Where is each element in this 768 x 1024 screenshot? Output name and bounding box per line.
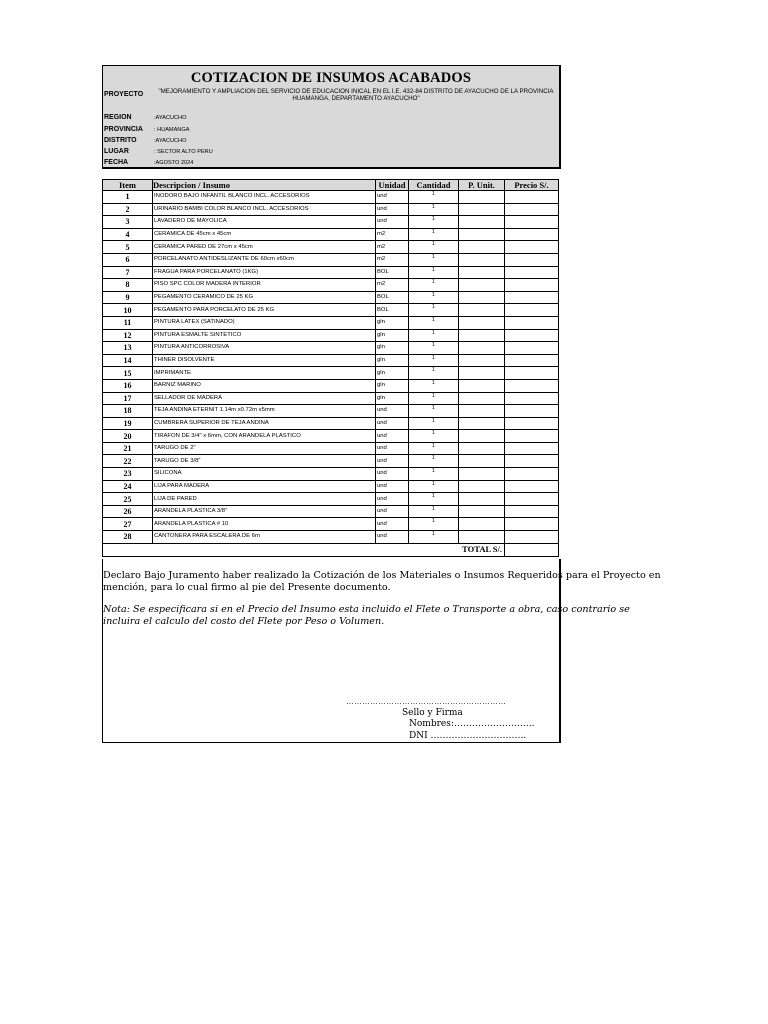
item-unit: gln — [376, 329, 409, 342]
item-quantity: 1 — [409, 480, 459, 493]
table-row — [103, 316, 559, 329]
price-cell[interactable] — [505, 531, 559, 544]
unit-price-cell[interactable] — [459, 291, 505, 304]
item-quantity: 1 — [409, 253, 459, 266]
price-cell[interactable] — [505, 253, 559, 266]
item-unit: und — [376, 531, 409, 544]
item-description: LAVADERO DE MAYOLICA — [153, 216, 376, 229]
unit-price-cell[interactable] — [459, 253, 505, 266]
column-header-descripcion: Descripcion / Insumo — [153, 180, 376, 191]
unit-price-cell[interactable] — [459, 442, 505, 455]
price-cell[interactable] — [505, 367, 559, 380]
item-number: 2 — [103, 203, 153, 216]
table-row — [103, 203, 559, 216]
table-row — [103, 354, 559, 367]
item-description: TEJA ANDINA ETERNIT 1.14m x0.72m x5mm — [153, 405, 376, 418]
item-unit: und — [376, 191, 409, 204]
item-description: CUMBRERA SUPERIOR DE TEJA ANDINA — [153, 417, 376, 430]
unit-price-cell[interactable] — [459, 405, 505, 418]
item-unit: BOL — [376, 266, 409, 279]
item-unit: und — [376, 203, 409, 216]
document-title: COTIZACION DE INSUMOS ACABADOS — [190, 70, 472, 86]
unit-price-cell[interactable] — [459, 493, 505, 506]
price-cell[interactable] — [505, 203, 559, 216]
table-row — [103, 468, 559, 481]
unit-price-cell[interactable] — [459, 455, 505, 468]
unit-price-cell[interactable] — [459, 379, 505, 392]
item-quantity: 1 — [409, 379, 459, 392]
price-cell[interactable] — [505, 518, 559, 531]
item-description: INODORO BAJO INFANTIL BLANCO INCL. ACCESORIOS — [153, 191, 376, 204]
item-quantity: 1 — [409, 291, 459, 304]
insumos-table — [102, 179, 559, 557]
item-quantity: 1 — [409, 392, 459, 405]
item-number: 19 — [103, 417, 153, 430]
item-description: ARANDELA PLASTICA 3/8" — [153, 505, 376, 518]
item-description: PORCELANATO ANTIDESLIZANTE DE 60cm x60cm — [153, 253, 376, 266]
item-number: 5 — [103, 241, 153, 254]
unit-price-cell[interactable] — [459, 417, 505, 430]
item-number: 20 — [103, 430, 153, 443]
price-cell[interactable] — [505, 191, 559, 204]
signature-label: Sello y Firma — [402, 708, 463, 718]
column-header-item: Item — [103, 180, 153, 191]
item-description: PINTURA LATEX (SATINADO) — [153, 316, 376, 329]
unit-price-cell[interactable] — [459, 279, 505, 292]
table-row — [103, 430, 559, 443]
item-unit: und — [376, 480, 409, 493]
item-number: 17 — [103, 392, 153, 405]
unit-price-cell[interactable] — [459, 266, 505, 279]
table-row — [103, 304, 559, 317]
item-quantity: 1 — [409, 505, 459, 518]
item-description: TARUGO DE 3/8" — [153, 455, 376, 468]
item-description: SELLADOR DE MADERA — [153, 392, 376, 405]
price-cell[interactable] — [505, 417, 559, 430]
unit-price-cell[interactable] — [459, 468, 505, 481]
price-cell[interactable] — [505, 480, 559, 493]
item-quantity: 1 — [409, 417, 459, 430]
table-row — [103, 279, 559, 292]
price-cell[interactable] — [505, 241, 559, 254]
region-value: :AYACUCHO — [154, 115, 187, 121]
item-number: 14 — [103, 354, 153, 367]
item-unit: und — [376, 216, 409, 229]
item-description: TARUGO DE 2" — [153, 442, 376, 455]
price-cell[interactable] — [505, 342, 559, 355]
total-value-cell[interactable] — [505, 543, 559, 556]
item-quantity: 1 — [409, 468, 459, 481]
item-unit: und — [376, 505, 409, 518]
region-label: REGION — [104, 114, 132, 121]
item-number: 7 — [103, 266, 153, 279]
unit-price-cell[interactable] — [459, 354, 505, 367]
item-quantity: 1 — [409, 367, 459, 380]
item-unit: gln — [376, 379, 409, 392]
item-unit: m2 — [376, 228, 409, 241]
note-text: Nota: Se especificara si en el Precio del Insumo esta incluido el Flete o Transporte a obra, caso contrario se incluira el calculo del costo del Flete por Peso o Volumen. — [103, 604, 630, 627]
item-unit: und — [376, 430, 409, 443]
item-number: 15 — [103, 367, 153, 380]
item-quantity: 1 — [409, 329, 459, 342]
unit-price-cell[interactable] — [459, 228, 505, 241]
table-row — [103, 216, 559, 229]
unit-price-cell[interactable] — [459, 505, 505, 518]
item-description: CANTONERA PARA ESCALERA DE 6m — [153, 531, 376, 544]
lugar-value: : SECTOR ALTO PERU — [154, 149, 213, 155]
table-row — [103, 342, 559, 355]
price-cell[interactable] — [505, 279, 559, 292]
column-header-precio: Precio S/. — [505, 180, 559, 191]
unit-price-cell[interactable] — [459, 367, 505, 380]
table-row — [103, 417, 559, 430]
item-unit: und — [376, 455, 409, 468]
item-unit: gln — [376, 392, 409, 405]
price-cell[interactable] — [505, 442, 559, 455]
price-cell[interactable] — [505, 379, 559, 392]
column-header-unidad: Unidad — [376, 180, 409, 191]
item-number: 26 — [103, 505, 153, 518]
item-number: 10 — [103, 304, 153, 317]
item-number: 27 — [103, 518, 153, 531]
unit-price-cell[interactable] — [459, 342, 505, 355]
item-quantity: 1 — [409, 304, 459, 317]
item-description: LIJA PARA MADERA — [153, 480, 376, 493]
price-cell[interactable] — [505, 468, 559, 481]
item-description: LIJA DE PARED — [153, 493, 376, 506]
item-number: 28 — [103, 531, 153, 544]
unit-price-cell[interactable] — [459, 203, 505, 216]
item-quantity: 1 — [409, 518, 459, 531]
item-number: 1 — [103, 191, 153, 204]
item-unit: und — [376, 417, 409, 430]
item-unit: und — [376, 405, 409, 418]
item-quantity: 1 — [409, 493, 459, 506]
item-number: 13 — [103, 342, 153, 355]
unit-price-cell[interactable] — [459, 241, 505, 254]
table-row — [103, 253, 559, 266]
table-row — [103, 518, 559, 531]
provincia-label: PROVINCIA — [104, 126, 143, 133]
item-unit: m2 — [376, 241, 409, 254]
item-unit: m2 — [376, 253, 409, 266]
table-row — [103, 228, 559, 241]
fecha-label: FECHA — [104, 159, 129, 166]
item-quantity: 1 — [409, 354, 459, 367]
unit-price-cell[interactable] — [459, 304, 505, 317]
item-description: PISO SPC COLOR MADERA INTERIOR — [153, 279, 376, 292]
item-number: 18 — [103, 405, 153, 418]
item-unit: gln — [376, 354, 409, 367]
price-cell[interactable] — [505, 392, 559, 405]
item-quantity: 1 — [409, 241, 459, 254]
total-row — [103, 543, 559, 556]
item-number: 12 — [103, 329, 153, 342]
names-field[interactable]: Nombres:……………………... — [409, 719, 535, 729]
unit-price-cell[interactable] — [459, 480, 505, 493]
item-number: 22 — [103, 455, 153, 468]
item-number: 21 — [103, 442, 153, 455]
price-cell[interactable] — [505, 505, 559, 518]
distrito-value: :AYACUCHO — [154, 138, 187, 144]
declaration-text: Declaro Bajo Juramento haber realizado la Cotización de los Materiales o Insumos Requeridos para el Proyecto en mención, para lo cual firmo al pie del Presente documento. — [103, 570, 661, 593]
unit-price-cell[interactable] — [459, 531, 505, 544]
unit-price-cell[interactable] — [459, 392, 505, 405]
item-unit: gln — [376, 342, 409, 355]
item-unit: gln — [376, 316, 409, 329]
item-number: 4 — [103, 228, 153, 241]
item-number: 6 — [103, 253, 153, 266]
table-row — [103, 505, 559, 518]
item-description: IMPRIMANTE — [153, 367, 376, 380]
table-row — [103, 291, 559, 304]
item-quantity: 1 — [409, 531, 459, 544]
unit-price-cell[interactable] — [459, 518, 505, 531]
table-row — [103, 367, 559, 380]
item-description: FRAGUA PARA PORCELANATO (1KG) — [153, 266, 376, 279]
price-cell[interactable] — [505, 266, 559, 279]
price-cell[interactable] — [505, 493, 559, 506]
item-quantity: 1 — [409, 316, 459, 329]
item-unit: und — [376, 493, 409, 506]
item-description: CERAMICA DE 45cm x 45cm — [153, 228, 376, 241]
item-unit: m2 — [376, 279, 409, 292]
unit-price-cell[interactable] — [459, 191, 505, 204]
column-header-p-unit: P. Unit. — [459, 180, 505, 191]
table-row — [103, 493, 559, 506]
item-quantity: 1 — [409, 430, 459, 443]
header-box — [102, 65, 561, 169]
item-description: ARANDELA PLASTICA # 10 — [153, 518, 376, 531]
unit-price-cell[interactable] — [459, 316, 505, 329]
table-row — [103, 480, 559, 493]
price-cell[interactable] — [505, 291, 559, 304]
item-description: BARNIZ MARINO — [153, 379, 376, 392]
item-number: 25 — [103, 493, 153, 506]
item-number: 11 — [103, 316, 153, 329]
total-label: TOTAL S/. — [103, 543, 505, 556]
price-cell[interactable] — [505, 228, 559, 241]
lugar-label: LUGAR — [104, 148, 129, 155]
item-unit: gln — [376, 367, 409, 380]
column-header-cantidad: Cantidad — [409, 180, 459, 191]
item-quantity: 1 — [409, 203, 459, 216]
fecha-value: :AGOSTO 2024 — [154, 160, 194, 166]
item-unit: BOL — [376, 304, 409, 317]
item-description: THINER DISOLVENTE — [153, 354, 376, 367]
price-cell[interactable] — [505, 430, 559, 443]
price-cell[interactable] — [505, 354, 559, 367]
item-number: 23 — [103, 468, 153, 481]
item-number: 3 — [103, 216, 153, 229]
dni-field[interactable]: DNI ………………………….. — [409, 731, 527, 741]
item-quantity: 1 — [409, 442, 459, 455]
item-unit: und — [376, 518, 409, 531]
item-description: PEGAMENTO CERAMICO DE 25 KG — [153, 291, 376, 304]
proyecto-value: "MEJORAMIENTO Y AMPLIACION DEL SERVICIO DE EDUCACION INICAL EN EL I.E. 432-84 DISTRITO DE AYACUCHO DE LA PROVINCIA HUAMANGA, DEPARTAMENTO AYACUCHO" — [158, 88, 554, 102]
price-cell[interactable] — [505, 304, 559, 317]
item-description: PEGAMENTO PARA PORCELATO DE 25 KG — [153, 304, 376, 317]
item-quantity: 1 — [409, 266, 459, 279]
distrito-label: DISTRITO — [104, 137, 137, 144]
item-description: SILICONA — [153, 468, 376, 481]
table-row — [103, 266, 559, 279]
table-header-row — [103, 180, 559, 191]
proyecto-label: PROYECTO — [104, 91, 144, 98]
item-number: 16 — [103, 379, 153, 392]
item-quantity: 1 — [409, 216, 459, 229]
table-row — [103, 191, 559, 204]
table-row — [103, 392, 559, 405]
price-cell[interactable] — [505, 216, 559, 229]
item-quantity: 1 — [409, 191, 459, 204]
unit-price-cell[interactable] — [459, 216, 505, 229]
item-quantity: 1 — [409, 455, 459, 468]
table-row — [103, 405, 559, 418]
table-row — [103, 329, 559, 342]
item-description: PINTURA ANTICORROSIVA — [153, 342, 376, 355]
item-number: 9 — [103, 291, 153, 304]
signature-line: …………………………………………………… — [346, 697, 506, 706]
item-description: URINARIO BAMBI COLOR BLANCO INCL. ACCESORIOS — [153, 203, 376, 216]
item-quantity: 1 — [409, 279, 459, 292]
item-unit: und — [376, 468, 409, 481]
item-description: CERAMICA PARED DE 27cm x 45cm — [153, 241, 376, 254]
price-cell[interactable] — [505, 316, 559, 329]
price-cell[interactable] — [505, 455, 559, 468]
item-unit: und — [376, 442, 409, 455]
item-quantity: 1 — [409, 405, 459, 418]
table-row — [103, 379, 559, 392]
item-number: 24 — [103, 480, 153, 493]
item-quantity: 1 — [409, 228, 459, 241]
item-number: 8 — [103, 279, 153, 292]
item-unit: BOL — [376, 291, 409, 304]
unit-price-cell[interactable] — [459, 329, 505, 342]
table-row — [103, 241, 559, 254]
unit-price-cell[interactable] — [459, 430, 505, 443]
price-cell[interactable] — [505, 405, 559, 418]
provincia-value: : HUAMANGA — [154, 127, 190, 133]
price-cell[interactable] — [505, 329, 559, 342]
table-row — [103, 531, 559, 544]
table-row — [103, 442, 559, 455]
item-quantity: 1 — [409, 342, 459, 355]
table-row — [103, 455, 559, 468]
item-description: PINTURA ESMALTE SINTETICO — [153, 329, 376, 342]
item-description: TIRAFON DE 3/4" x 6mm, CON ARANDELA PLASTICO — [153, 430, 376, 443]
